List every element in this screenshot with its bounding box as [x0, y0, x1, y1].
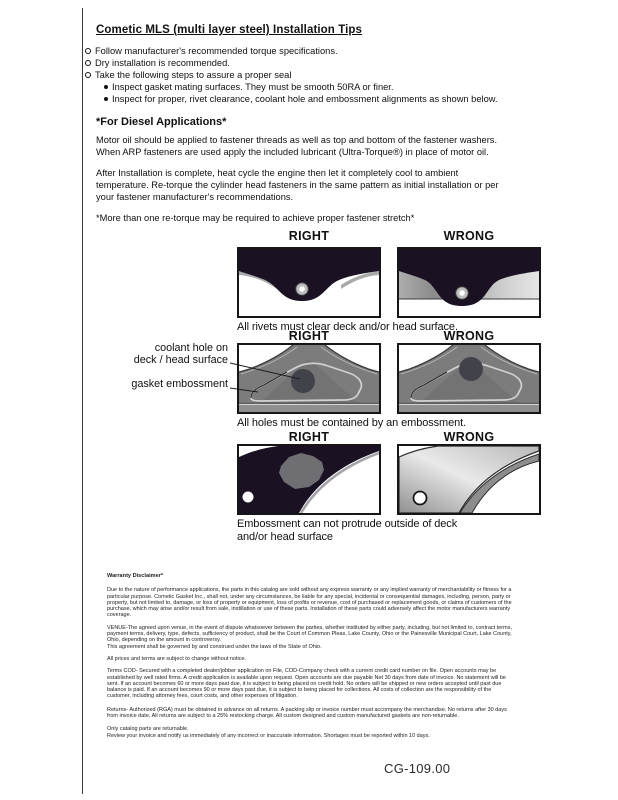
deck-band [239, 405, 379, 412]
rivet-wrong-graphic [399, 249, 539, 316]
caption-embossment-line2: and/or head surface [237, 530, 333, 543]
list-item [85, 57, 525, 69]
bolt-hole-glyph [243, 492, 254, 503]
dot-bullet-icon [104, 85, 108, 89]
embossment-right-graphic [239, 446, 379, 513]
list-item [104, 93, 525, 105]
diesel-heading: *For Diesel Applications* [96, 116, 227, 128]
caption-embossment [237, 518, 537, 543]
wrong-label-row1: WRONG [443, 229, 495, 243]
caption-rivets: All rivets must clear deck and/or head surface. [237, 321, 458, 333]
right-label-row3: RIGHT [288, 430, 330, 444]
warranty-paragraph: VENUE-The agreed upon venue, in the event of dispute whatsoever between the parties, whether instituted by either party, including, but not limited to, contract terms, payment terms, delivery, type, defects, sufficiency of product, shall be the Court of Common Pleas, Lake County, Ohio or the Painesville Municipal Court, Lake County, Ohio, depending on the amount in controversy. [107, 624, 512, 644]
caption-holes: All holes must be contained by an embossment. [237, 417, 467, 429]
page-code: CG-109.00 [384, 761, 451, 776]
warranty-heading: Warranty Disclaimer* [107, 573, 164, 579]
list-item-label: Inspect for proper, rivet clearance, coolant hole and embossment alignments as shown below. [112, 94, 498, 104]
warranty-paragraph: Terms COD- Secured with a completed dealer/jobber application on File, COD-Company check with a current credit card number on file. Open accounts may be established by well rated firms. A credit application is available upon request. Open accounts are due payable Net 30 days from date of invoice. No statement will be sent. If an account becomes 60 or more days past due, it is subject to being placed on credit hold. No orders will be shipped or new orders accepted until past due balance is paid. If an account becomes 90 or more days past due, it is subject to being placed for collections. All costs of collection are the responsibility of the customer, including attorney fees, court costs, and other expenses of litigation. [107, 668, 506, 700]
warranty-paragraph: Due to the nature of performance applications, the parts in this catalog are sold without any express warranty or any implied warranty of merchantability or fitness for a particular purpose. Cometic Gasket Inc., shall not, under any circumstances, be liable for any special, incidental or consequential damages, including, person, party or property, but not limited to, damage, or loss of property or equipment, loss of profits or revenue, cost of purchased or replacement goods, or claims of customers of the purchase, which may arise and/or result from sale, instillation or use of these parts. Installation of these parts could adversely affect the motor manufacturers warranty coverage. [107, 587, 512, 619]
embossment-wrong-graphic [399, 446, 539, 513]
installation-tips-list [85, 45, 525, 105]
list-item-label: Inspect gasket mating surfaces. They must be smooth 50RA or finer. [112, 82, 394, 92]
diesel-paragraph-2: After Installation is complete, heat cycle the engine then let it completely cool to ambient temperature. Re-torque the cylinder head fasteners in the same pattern as initial installation or per your fastener manufacturer's recommendations. [96, 168, 499, 202]
dot-bullet-icon [104, 97, 108, 101]
callout-pointer-lines [226, 356, 306, 396]
warranty-section [107, 573, 516, 745]
right-label-row1: RIGHT [288, 229, 330, 243]
rivet-diagram-right [237, 247, 381, 318]
warranty-paragraph: Only catalog parts are returnable. [107, 726, 189, 733]
list-item [85, 45, 525, 57]
list-item-label: Dry installation is recommended. [95, 58, 230, 68]
list-item [85, 69, 525, 81]
warranty-paragraph: All prices and terms are subject to change without notice. [107, 655, 247, 662]
callout-gasket-embossment: gasket embossment [131, 378, 228, 390]
coolant-hole-glyph [459, 357, 483, 381]
diesel-section [96, 116, 510, 233]
embossment-diagram-wrong [397, 444, 541, 515]
rivet-right-graphic [239, 249, 379, 316]
bolt-hole-glyph [414, 492, 427, 505]
rivet-diagram-wrong [397, 247, 541, 318]
circle-bullet-icon [85, 72, 91, 78]
wrong-label-row2: WRONG [443, 329, 495, 343]
list-item-label: Take the following steps to assure a proper seal [95, 70, 292, 80]
page-title: Cometic MLS (multi layer steel) Installation Tips [96, 24, 363, 36]
warranty-paragraph: Returns- Authorized (RGA) must be obtained in advance on all returns. A packing slip or invoice number must accompany the merchandise. No returns after 30 days from invoice date. All returns are subject to a 25% restocking charge. All custom designed and custom manufactured gaskets are non-returnable. [107, 706, 507, 720]
list-item [104, 81, 525, 93]
diesel-paragraph-1: Motor oil should be applied to fastener threads as well as top and bottom of the fastener washers. When ARP fasteners are used apply the included lubricant (Ultra-Torque®) in place of motor oil. [96, 135, 498, 157]
right-label-row2: RIGHT [288, 329, 330, 343]
warranty-paragraph: Review your invoice and notify us immediately of any incorrect or inaccurate information. Shortages must be reported within 10 days. [107, 732, 430, 739]
wrong-label-row3: WRONG [443, 430, 495, 444]
list-item-label: Follow manufacturer's recommended torque specifications. [95, 46, 338, 56]
caption-embossment-line1: Embossment can not protrude outside of deck [237, 518, 458, 530]
callout-coolant-hole-line1: coolant hole on [154, 342, 228, 354]
hole-wrong-graphic [399, 345, 539, 412]
hole-diagram-wrong [397, 343, 541, 414]
left-margin-rule [82, 8, 83, 794]
callout-coolant-hole-line2: deck / head surface [133, 354, 228, 366]
retorque-note: *More than one re-torque may be required to achieve proper fastener stretch* [96, 213, 415, 223]
deck-band [399, 405, 539, 412]
embossment-diagram-right [237, 444, 381, 515]
circle-bullet-icon [85, 60, 91, 66]
warranty-paragraph: This agreement shall be governed by and construed under the laws of the State of Ohio. [107, 643, 322, 650]
circle-bullet-icon [85, 48, 91, 54]
